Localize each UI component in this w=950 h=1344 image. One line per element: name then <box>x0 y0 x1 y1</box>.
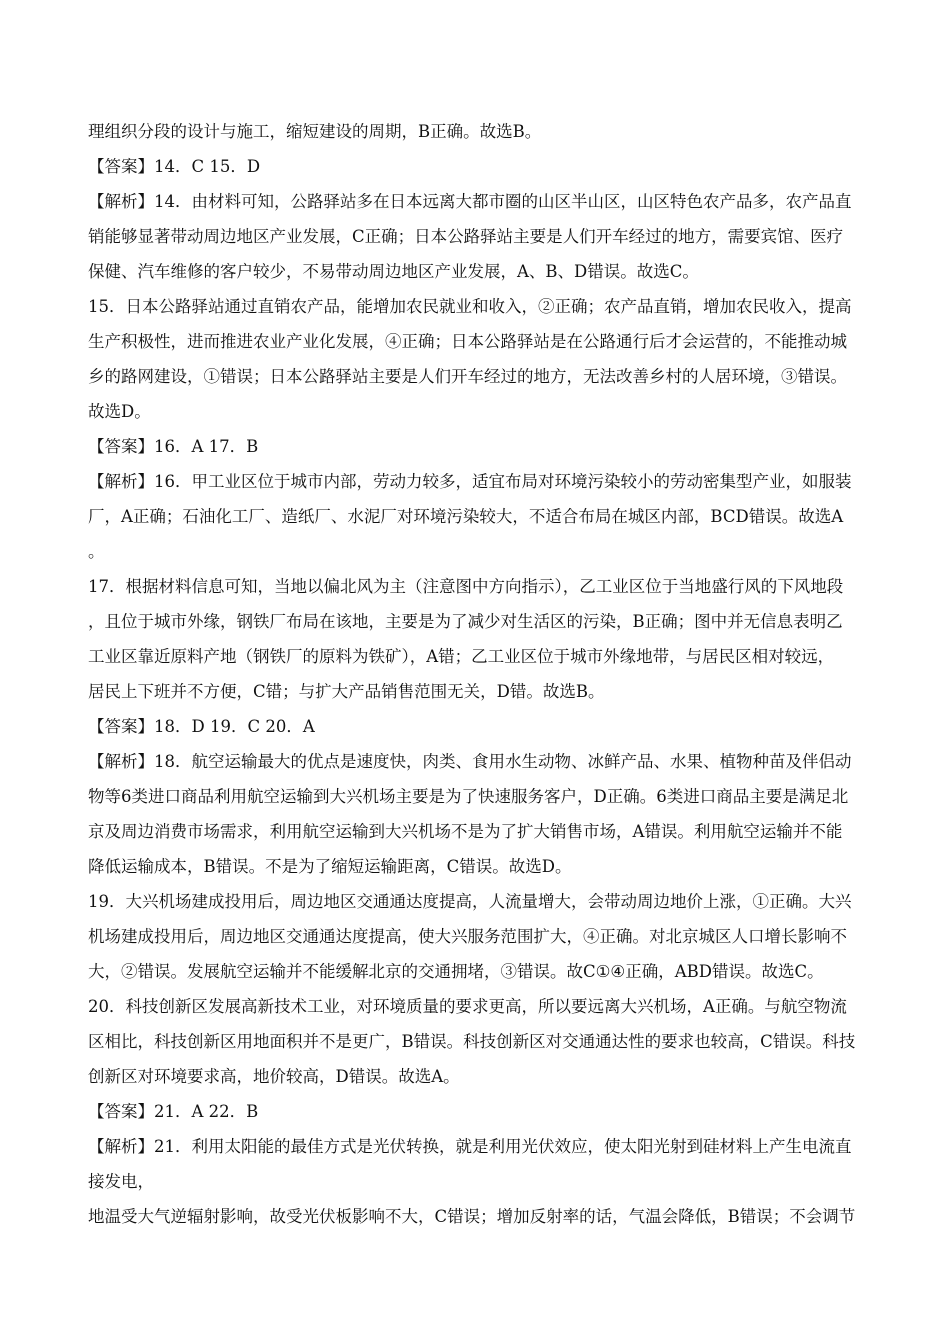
text-line: 【解析】18．航空运输最大的优点是速度快，肉类、食用水生动物、冰鲜产品、水果、植物种苗及伴侣动 <box>88 752 852 771</box>
text-line: 20．科技创新区发展高新技术工业，对环境质量的要求更高，所以要远离大兴机场，A正确。与航空物流 <box>88 997 847 1016</box>
answer-line: 【答案】18．D 19．C 20．A <box>88 717 315 736</box>
text-line: 【解析】16．甲工业区位于城市内部，劳动力较多，适宜布局对环境污染较小的劳动密集型产业，如服装 <box>88 472 852 491</box>
text-line: 。 <box>88 542 105 561</box>
text-line: 地温受大气逆辐射影响，故受光伏板影响不大，C错误；增加反射率的话，气温会降低，B错误；不会调节 <box>88 1207 856 1226</box>
text-line: 保健、汽车维修的客户较少，不易带动周边地区产业发展，A、B、D错误。故选C。 <box>88 262 699 281</box>
text-line: 大，②错误。发展航空运输并不能缓解北京的交通拥堵，③错误。故C①④正确，ABD错误。故选C。 <box>88 962 824 981</box>
answer-line: 【答案】14．C 15．D <box>88 157 261 176</box>
answer-line: 【答案】16．A 17．B <box>88 437 259 456</box>
text-line: 工业区靠近原料产地（钢铁厂的原料为铁矿），A错；乙工业区位于城市外缘地带，与居民区相对较远， <box>88 647 835 666</box>
text-line: 乡的路网建设，①错误；日本公路驿站主要是人们开车经过的地方，无法改善乡村的人居环境，③错误。 <box>88 367 847 386</box>
text-line: ，且位于城市外缘，钢铁厂布局在该地，主要是为了减少对生活区的污染，B正确；图中并无信息表明乙 <box>88 612 843 631</box>
text-line: 接发电， <box>88 1172 154 1191</box>
text-line: 【解析】21．利用太阳能的最佳方式是光伏转换，就是利用光伏效应，使太阳光射到硅材料上产生电流直 <box>88 1137 852 1156</box>
text-line: 京及周边消费市场需求，利用航空运输到大兴机场不是为了扩大销售市场，A错误。利用航空运输并不能 <box>88 822 843 841</box>
text-line: 厂，A正确；石油化工厂、造纸厂、水泥厂对环境污染较大，不适合布局在城区内部，BCD错误。故选A <box>88 507 844 526</box>
text-line: 降低运输成本，B错误。不是为了缩短运输距离，C错误。故选D。 <box>88 857 572 876</box>
text-line: 物等6类进口商品利用航空运输到大兴机场主要是为了快速服务客户，D正确。6类进口商品主要是满足北 <box>88 787 849 806</box>
text-line: 居民上下班并不方便，C错；与扩大产品销售范围无关，D错。故选B。 <box>88 682 605 701</box>
text-line: 机场建成投用后，周边地区交通通达度提高，使大兴服务范围扩大，④正确。对北京城区人口增长影响不 <box>88 927 847 946</box>
text-line: 15．日本公路驿站通过直销农产品，能增加农民就业和收入，②正确；农产品直销，增加农民收入，提高 <box>88 297 852 316</box>
text-line: 销能够显著带动周边地区产业发展，C正确；日本公路驿站主要是人们开车经过的地方，需要宾馆、医疗 <box>88 227 844 246</box>
text-line: 19．大兴机场建成投用后，周边地区交通通达度提高，人流量增大，会带动周边地价上涨，①正确。大兴 <box>88 892 852 911</box>
text-line: 理组织分段的设计与施工，缩短建设的周期，B正确。故选B。 <box>88 122 542 141</box>
text-line: 生产积极性，进而推进农业产业化发展，④正确；日本公路驿站是在公路通行后才会运营的，不能推动城 <box>88 332 847 351</box>
answer-line: 【答案】21．A 22．B <box>88 1102 259 1121</box>
text-line: 创新区对环境要求高，地价较高，D错误。故选A。 <box>88 1067 460 1086</box>
text-line: 【解析】14．由材料可知，公路驿站多在日本远离大都市圈的山区半山区，山区特色农产品多，农产品直 <box>88 192 852 211</box>
text-line: 区相比，科技创新区用地面积并不是更广，B错误。科技创新区对交通通达性的要求也较高，C错误。科技 <box>88 1032 856 1051</box>
text-line: 故选D。 <box>88 402 151 421</box>
text-line: 17．根据材料信息可知，当地以偏北风为主（注意图中方向指示），乙工业区位于当地盛行风的下风地段 <box>88 577 844 596</box>
